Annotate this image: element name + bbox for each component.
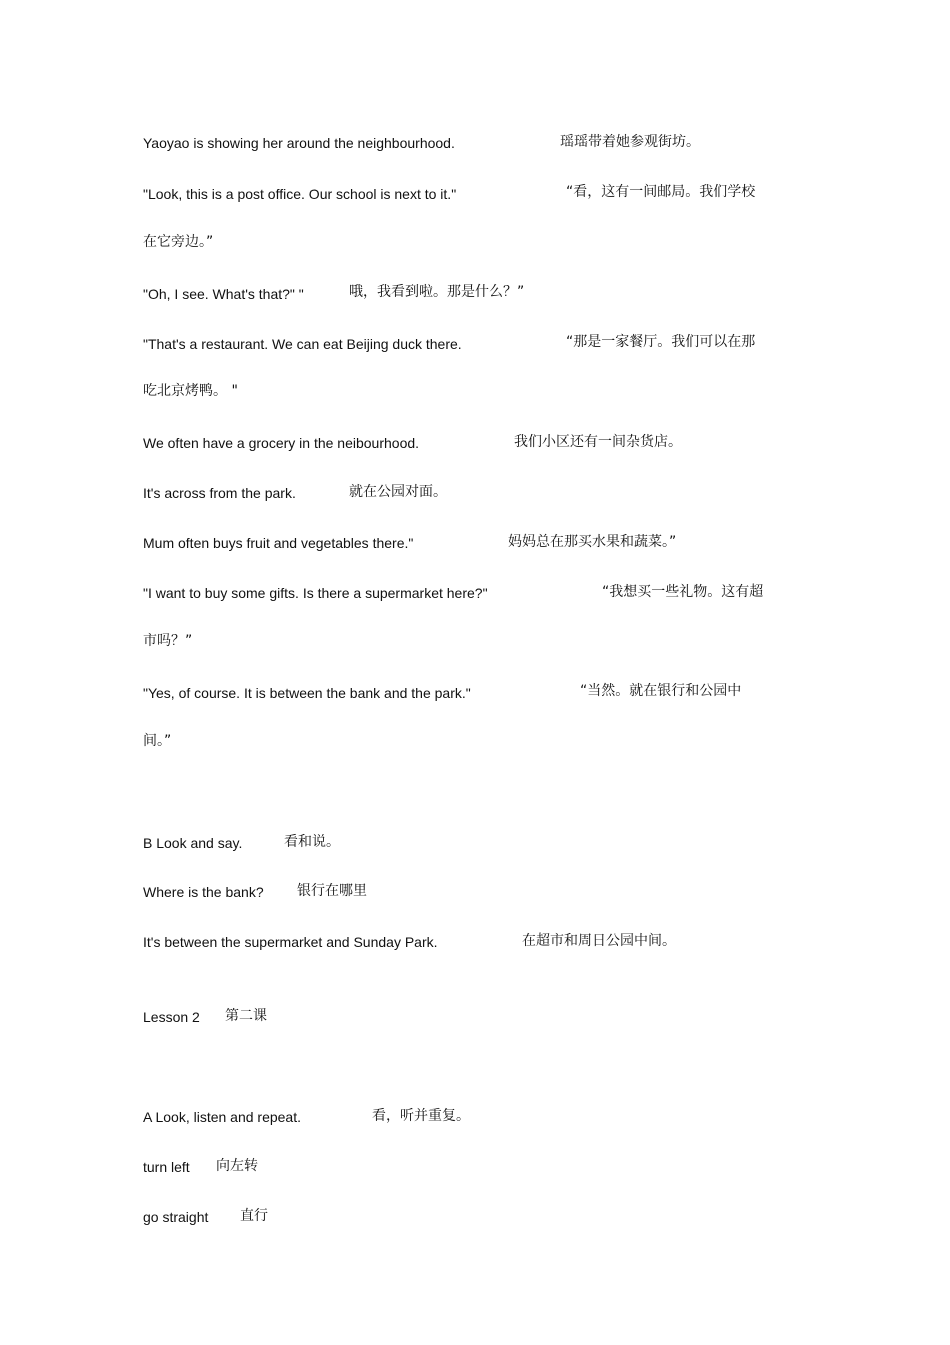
- text-line-en: A Look, listen and repeat.: [143, 1109, 301, 1125]
- text-line-zh: “那是一家餐厅。我们可以在那: [566, 334, 756, 350]
- text-line-en: It's across from the park.: [143, 485, 296, 501]
- text-line-zh: 妈妈总在那买水果和蔬菜。”: [508, 534, 677, 550]
- text-line-zh: 直行: [240, 1208, 268, 1224]
- text-line-en: It's between the supermarket and Sunday Park.: [143, 934, 438, 950]
- lesson-heading-en: Lesson 2: [143, 1009, 200, 1025]
- text-line-zh: “我想买一些礼物。这有超: [602, 584, 764, 600]
- text-line-zh: 在超市和周日公园中间。: [522, 933, 676, 949]
- text-line-en: turn left: [143, 1159, 190, 1175]
- text-line-zh: 哦，我看到啦。那是什么？”: [349, 284, 525, 300]
- text-line-en: go straight: [143, 1209, 209, 1225]
- text-line-en: "That's a restaurant. We can eat Beijing duck there.: [143, 336, 462, 352]
- text-line-zh: “当然。就在银行和公园中: [580, 683, 742, 699]
- text-line-zh: 我们小区还有一间杂货店。: [514, 434, 682, 450]
- text-line-en: We often have a grocery in the neibourhood.: [143, 435, 420, 451]
- text-line-zh: “看，这有一间邮局。我们学校: [566, 184, 756, 200]
- text-line-zh: 在它旁边。”: [143, 234, 214, 250]
- text-line-zh: 看，听并重复。: [372, 1108, 470, 1124]
- text-line-en: "Look, this is a post office. Our school is next to it.": [143, 186, 457, 202]
- text-line-zh: 银行在哪里: [297, 883, 367, 899]
- text-line-zh: 瑶瑶带着她参观街坊。: [560, 134, 700, 150]
- text-line-zh: 向左转: [216, 1158, 258, 1174]
- text-line-en: Mum often buys fruit and vegetables there.": [143, 535, 414, 551]
- text-line-zh: 看和说。: [284, 834, 340, 850]
- text-line-zh: 吃北京烤鸭。 ": [143, 383, 238, 399]
- text-line-zh: 就在公园对面。: [349, 484, 447, 500]
- text-line-zh: 间。”: [143, 733, 172, 749]
- text-line-en: "Oh, I see. What's that?" ": [143, 286, 304, 302]
- text-line-en: Where is the bank?: [143, 884, 264, 900]
- text-line-en: "I want to buy some gifts. Is there a supermarket here?": [143, 585, 488, 601]
- lesson-heading-zh: 第二课: [225, 1008, 267, 1024]
- text-line-en: Yaoyao is showing her around the neighbourhood.: [143, 135, 455, 151]
- text-line-en: "Yes, of course. It is between the bank and the park.": [143, 685, 471, 701]
- text-line-zh: 市吗？”: [143, 633, 193, 649]
- text-line-en: B Look and say.: [143, 835, 243, 851]
